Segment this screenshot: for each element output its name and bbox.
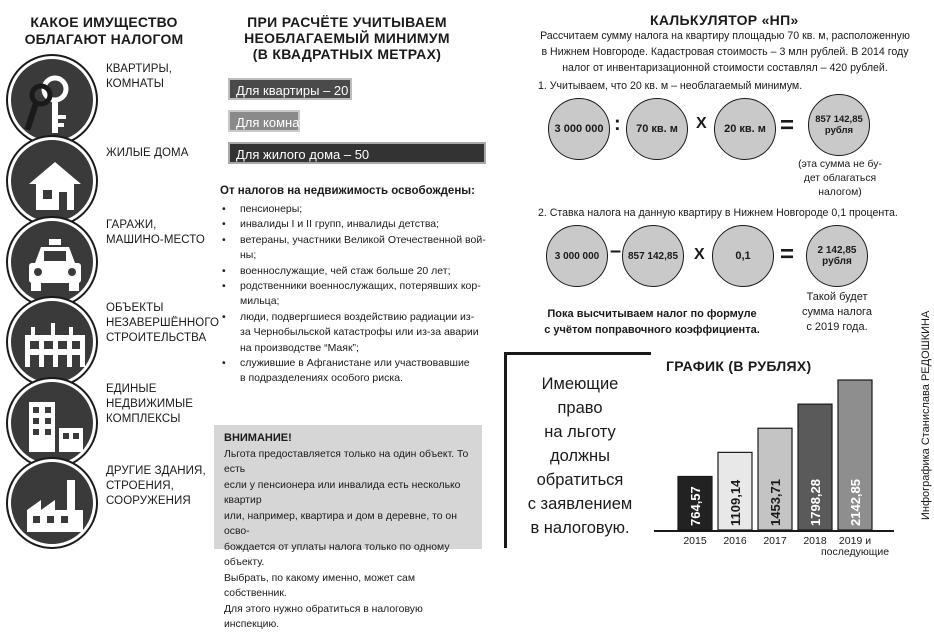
formula2-note	[784, 290, 890, 335]
formula-text: 20 кв. м	[724, 123, 766, 135]
category-label: ЖИЛЫЕ ДОМА	[106, 147, 189, 159]
attention-box	[214, 425, 482, 630]
chart-value-label: 1798,28	[808, 479, 823, 526]
category-complexes	[106, 382, 193, 427]
buildings-icon	[8, 379, 96, 467]
minimum-bar-apartment	[228, 78, 352, 100]
formula2-op-minus: –	[610, 240, 622, 262]
category-label: СТРОЕНИЯ,	[106, 480, 174, 492]
category-label: КОМНАТЫ	[106, 78, 165, 90]
category-unfinished	[106, 301, 219, 346]
chart-category-label: 2018	[803, 535, 827, 547]
category-houses	[106, 146, 188, 161]
chart-category-label: 2019 и	[838, 535, 872, 547]
keys-icon	[8, 56, 96, 144]
attention-line: Для этого нужно обратиться в налоговую инспекцию.	[224, 603, 423, 630]
benefit-line: на льготу	[544, 423, 616, 441]
formula-text: рубля	[822, 256, 852, 267]
formula2-value-b	[622, 225, 684, 287]
formula-text: 3 000 000	[554, 123, 604, 135]
benefit-line: с заявлением	[527, 495, 633, 513]
exempt-list	[220, 202, 490, 387]
exempt-title: От налогов на недвижимость освобождены:	[220, 185, 475, 197]
chart-value-label: 2142,85	[848, 479, 863, 526]
minimum-section-title	[212, 14, 482, 62]
formula-text: 70 кв. м	[636, 123, 678, 135]
minimum-title-line: ПРИ РАСЧЁТЕ УЧИТЫВАЕМ	[247, 14, 447, 30]
formula1-op-equals: =	[780, 112, 795, 139]
minimum-bar-room	[228, 110, 344, 132]
formula-text: 857 142,85	[815, 114, 863, 125]
formula-text: 3 000 000	[554, 250, 600, 262]
step2-text: 2. Ставка налога на данную квартиру в Нижнем Новгороде 0,1 процента.	[538, 207, 898, 219]
formula1-value-a	[548, 98, 610, 160]
formula-text: рубля	[824, 125, 854, 136]
formula1-op-divide: :	[614, 113, 621, 135]
benefit-line: Имеющие	[541, 375, 619, 393]
category-label: КОМПЛЕКСЫ	[106, 413, 181, 425]
category-label: СООРУЖЕНИЯ	[106, 495, 191, 507]
factory-icon	[8, 459, 96, 547]
benefit-line: в налоговую.	[530, 519, 630, 537]
chart-category-label: 2015	[683, 535, 707, 547]
note-line: сумма налога	[802, 306, 872, 318]
note-line: налогом)	[818, 187, 862, 198]
category-label: ОБЪЕКТЫ	[106, 302, 164, 314]
minimum-bar-label: Для комнаты – 10	[236, 115, 344, 130]
formula-text: 0,1	[735, 250, 751, 262]
category-garages	[106, 218, 205, 248]
formula1-note	[790, 158, 890, 200]
credit-text-wrap	[906, 300, 932, 520]
chart-title: ГРАФИК (В РУБЛЯХ)	[666, 358, 812, 374]
minimum-title-line: НЕОБЛАГАЕМЫЙ МИНИМУМ	[244, 30, 450, 46]
benefit-line: право	[557, 399, 603, 417]
exempt-item: • люди, подвергшиеся воздействию радиации из-	[220, 310, 490, 325]
benefit-note	[520, 372, 640, 540]
category-label: НЕДВИЖИМЫЕ	[106, 398, 194, 410]
intro-line: налог от инвентаризационной стоимости составлял – 420 рублей.	[562, 62, 888, 74]
category-label: КВАРТИРЫ,	[106, 63, 173, 75]
exempt-item: • инвалиды I и II групп, инвалиды детства;	[220, 217, 490, 232]
formula1-value-b	[626, 98, 688, 160]
category-label: НЕЗАВЕРШЁННОГО	[106, 317, 220, 329]
minimum-bar-label: Для жилого дома – 50	[236, 147, 370, 162]
attention-line: если у пенсионера или инвалида есть несколько квартир	[224, 479, 461, 506]
formula1-result	[808, 94, 870, 156]
calculator-intro	[530, 28, 920, 76]
note-line: Такой будет	[806, 291, 868, 303]
exempt-item-cont: ны;	[240, 249, 257, 262]
step1-text: 1. Учитываем, что 20 кв. м – необлагаемый минимум.	[538, 80, 803, 92]
tax-chart	[654, 372, 894, 562]
exempt-item: • ветераны, участники Великой Отечественной вой-	[220, 233, 490, 248]
formula-text: 857 142,85	[627, 250, 679, 262]
coefficient-line: с учётом поправочного коэффициента.	[544, 324, 760, 336]
category-label: ДРУГИЕ ЗДАНИЯ,	[106, 465, 206, 477]
exempt-item-cont: в подразделениях особого риска.	[240, 372, 403, 385]
attention-line: или, например, квартира и дом в деревне, то он осво-	[224, 510, 457, 537]
minimum-bar-house	[228, 142, 486, 164]
category-label: ЕДИНЫЕ	[106, 383, 157, 395]
exempt-item-cont: за Чернобыльской катастрофы или из-за аварии	[240, 326, 479, 339]
note-line: с 2019 года.	[806, 321, 868, 333]
property-section-title	[12, 14, 196, 48]
chart-category-label: 2016	[723, 535, 747, 547]
benefit-line: обратиться	[536, 471, 624, 489]
category-label: ГАРАЖИ,	[106, 219, 157, 231]
minimum-bar-label: Для квартиры – 20	[236, 83, 349, 98]
attention-line: бождается от уплаты налога только по одному объекту.	[224, 541, 450, 568]
formula2-value-c	[712, 225, 774, 287]
credit-text: Инфографика Станислава РЕДОШКИНА	[920, 310, 932, 520]
exempt-item: • служившие в Афганистане или участвовавшие	[220, 356, 490, 371]
house-icon	[8, 137, 96, 225]
coefficient-note	[532, 306, 772, 338]
chart-value-label: 1453,71	[768, 479, 783, 526]
category-label: МАШИНО-МЕСТО	[106, 234, 205, 246]
note-line: (эта сумма не бу-	[798, 159, 882, 170]
attention-line: Выбрать, по какому именно, может сам собственник.	[224, 572, 415, 599]
intro-line: в Нижнем Новгороде. Кадастровая стоимость – 3 млн рублей. В 2014 году	[541, 46, 909, 58]
coefficient-line: Пока высчитываем налог по формуле	[547, 308, 757, 320]
formula2-value-a	[546, 225, 608, 287]
exempt-item-cont: на производстве “Маяк”;	[240, 341, 359, 354]
intro-line: Рассчитаем сумму налога на квартиру площадью 70 кв. м, расположенную	[540, 30, 910, 42]
exempt-item-cont: мильца;	[240, 295, 280, 308]
formula1-op-multiply: X	[696, 115, 707, 132]
exempt-item: • родственники военнослужащих, потерявших кор-	[220, 279, 490, 294]
section-divider	[506, 352, 651, 355]
property-title-line2: ОБЛАГАЮТ НАЛОГОМ	[24, 31, 184, 47]
chart-category-label: последующие	[820, 546, 890, 558]
chart-value-label: 764,57	[688, 486, 703, 526]
exempt-item: • пенсионеры;	[220, 202, 490, 217]
attention-title: ВНИМАНИЕ!	[224, 432, 292, 444]
chart-value-label: 1109,14	[728, 479, 743, 526]
construction-icon	[8, 298, 96, 386]
formula2-op-multiply: X	[694, 246, 705, 263]
note-line: дет облагаться	[803, 173, 877, 184]
formula2-result	[806, 225, 868, 287]
category-label: СТРОИТЕЛЬСТВА	[106, 332, 207, 344]
category-apartments	[106, 62, 172, 92]
calculator-title: КАЛЬКУЛЯТОР «НП»	[650, 12, 799, 28]
formula-text: 2 142,85	[817, 245, 857, 256]
property-title-line1: КАКОЕ ИМУЩЕСТВО	[30, 14, 178, 30]
minimum-title-line: (В КВАДРАТНЫХ МЕТРАХ)	[252, 46, 442, 62]
exempt-item: • военнослужащие, чей стаж больше 20 лет;	[220, 264, 490, 279]
benefit-line: должны	[549, 447, 611, 465]
section-divider-vertical	[504, 352, 507, 548]
attention-line: Льгота предоставляется только на один объект. То есть	[224, 448, 469, 475]
car-icon	[8, 218, 96, 306]
formula2-op-equals: =	[780, 241, 795, 268]
chart-category-label: 2017	[763, 535, 787, 547]
category-other-buildings	[106, 464, 206, 509]
formula1-value-c	[714, 98, 776, 160]
